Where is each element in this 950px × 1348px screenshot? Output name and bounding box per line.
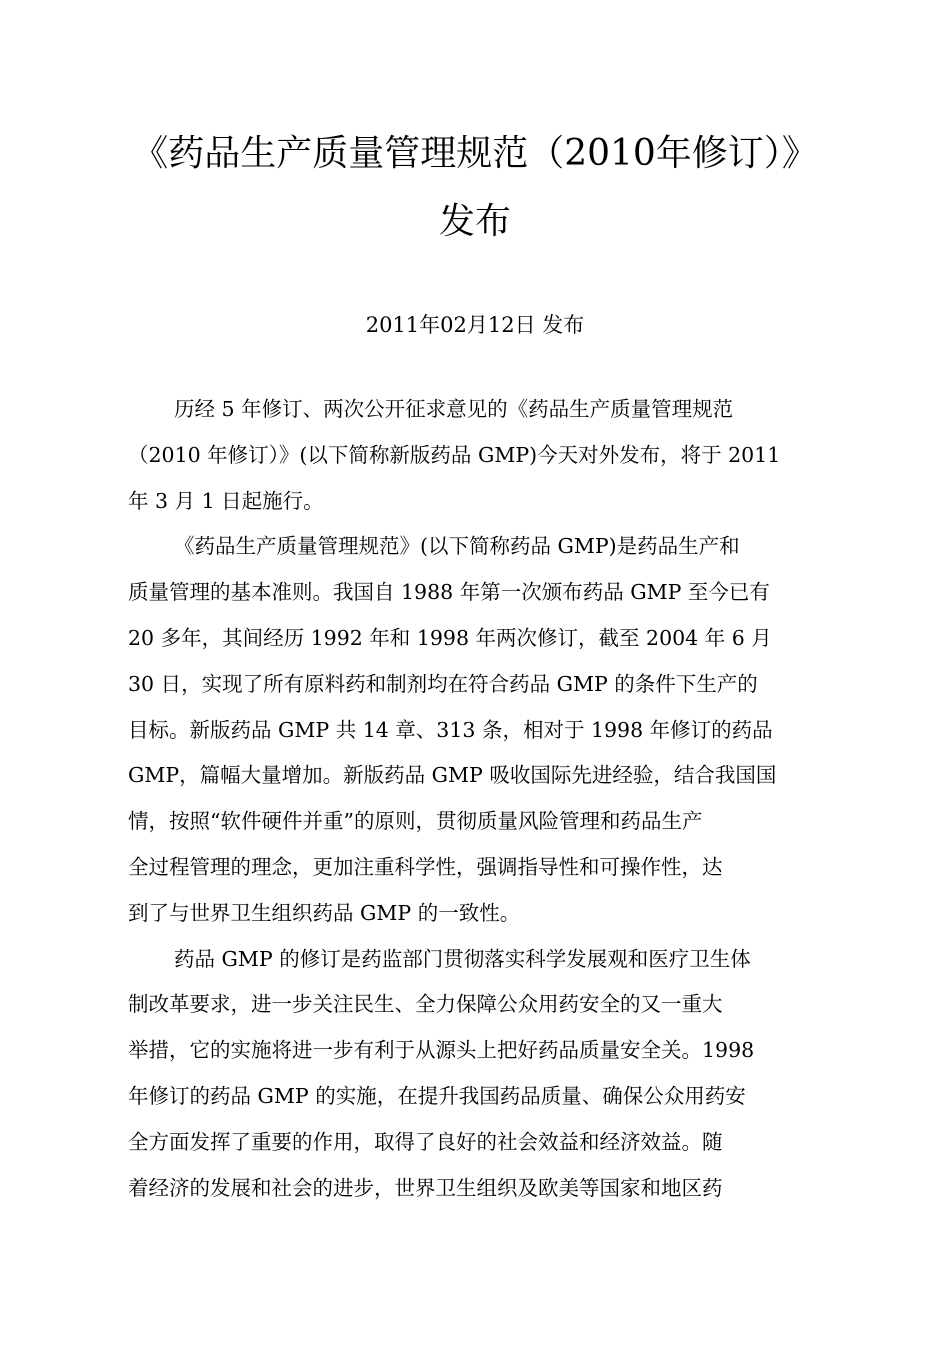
paragraph-2-line-6: GMP，篇幅大量增加。新版药品 GMP 吸收国际先进经验，结合我国国 xyxy=(128,763,777,788)
article-body xyxy=(128,387,823,1211)
paragraph-2-line-5: 目标。新版药品 GMP 共 14 章、313 条，相对于 1998 年修订的药品 xyxy=(128,717,773,742)
paragraph-2-line-8: 全过程管理的理念，更加注重科学性，强调指导性和可操作性，达 xyxy=(128,854,723,879)
publish-date: 2011年02月12日 发布 xyxy=(365,313,585,337)
paragraph-3-line-3: 举措，它的实施将进一步有利于从源头上把好药品质量安全关。1998 xyxy=(128,1038,755,1063)
paragraph-3-line-4: 年修订的药品 GMP 的实施，在提升我国药品质量、确保公众用药安 xyxy=(128,1083,746,1108)
paragraph-2-line-7: 情，按照“软件硬件并重”的原则，贯彻质量风险管理和药品生产 xyxy=(128,809,703,834)
paragraph-2-line-4: 30 日，实现了所有原料药和制剂均在符合药品 GMP 的条件下生产的 xyxy=(128,671,758,696)
paragraph-2-line-2: 质量管理的基本准则。我国自 1988 年第一次颁布药品 GMP 至今已有 xyxy=(128,580,770,605)
paragraph-1-line-3: 年 3 月 1 日起施行。 xyxy=(128,488,324,513)
paragraph-2-line-3: 20 多年，其间经历 1992 年和 1998 年两次修订，截至 2004 年 6 月 xyxy=(128,625,772,650)
paragraph-1-line-1: 历经 5 年修订、两次公开征求意见的《药品生产质量管理规范 xyxy=(174,397,734,421)
paragraph-2-line-9: 到了与世界卫生组织药品 GMP 的一致性。 xyxy=(128,900,521,925)
paragraph-2-line-1: 《药品生产质量管理规范》(以下简称药品 GMP)是药品生产和 xyxy=(174,534,740,559)
paragraph-3-line-6: 着经济的发展和社会的进步，世界卫生组织及欧美等国家和地区药 xyxy=(128,1175,723,1200)
paragraph-1-line-2: （2010 年修订）》(以下简称新版药品 GMP)今天对外发布，将于 2011 xyxy=(128,442,781,467)
document-title-line-1: 《药品生产质量管理规范（2010年修订）》 xyxy=(132,133,818,174)
document-title-line-2: 发布 xyxy=(438,201,511,242)
paragraph-3-line-2: 制改革要求，进一步关注民生、全力保障公众用药安全的又一重大 xyxy=(128,992,723,1017)
paragraph-3-line-1: 药品 GMP 的修订是药监部门贯彻落实科学发展观和医疗卫生体 xyxy=(174,946,751,971)
paragraph-3-line-5: 全方面发挥了重要的作用，取得了良好的社会效益和经济效益。随 xyxy=(128,1129,723,1154)
